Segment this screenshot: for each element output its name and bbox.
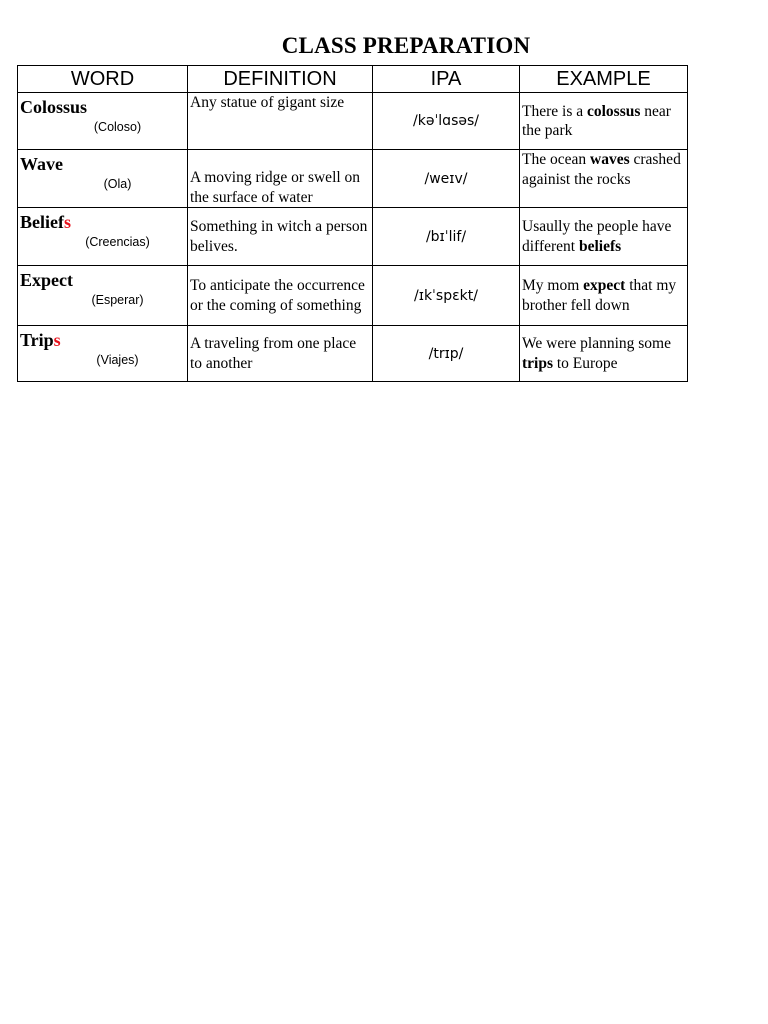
table-header-row: [18, 66, 688, 93]
word-translation: (Creencias): [85, 235, 150, 249]
ipa-cell: /kəˈlɑsəs/: [373, 93, 520, 150]
table-row: [18, 266, 688, 326]
ipa-cell: /bɪˈlif/: [373, 208, 520, 266]
word-translation: (Viajes): [96, 353, 139, 367]
table-row: [18, 93, 688, 150]
word-cell: [18, 93, 188, 150]
definition-cell: Something in witch a person belives.: [188, 208, 373, 266]
definition-cell: To anticipate the occurrence or the coming of something: [188, 266, 373, 326]
example-cell: My mom expect that my brother fell down: [520, 266, 688, 326]
table-row: [18, 208, 688, 266]
word-translation: (Ola): [103, 177, 132, 191]
header-ipa: IPA: [373, 66, 520, 93]
ipa-cell: /ɪkˈspɛkt/: [373, 266, 520, 326]
word-cell: [18, 150, 188, 208]
ipa-cell: /weɪv/: [373, 150, 520, 208]
header-definition: DEFINITION: [188, 66, 373, 93]
word-term: Beliefs: [20, 212, 71, 232]
word-translation: (Coloso): [93, 120, 142, 134]
example-cell: We were planning some trips to Europe: [520, 326, 688, 382]
example-cell: Usaully the people have different beliefs: [520, 208, 688, 266]
vocabulary-table: [17, 65, 688, 382]
example-cell: There is a colossus near the park: [520, 93, 688, 150]
word-cell: [18, 208, 188, 266]
header-word: WORD: [18, 66, 188, 93]
example-cell: The ocean waves crashed againist the rocks: [520, 150, 688, 208]
word-cell: [18, 326, 188, 382]
ipa-cell: /trɪp/: [373, 326, 520, 382]
word-term: Colossus: [20, 97, 88, 117]
word-cell: [18, 266, 188, 326]
table-row: [18, 150, 688, 208]
word-term: Trips: [20, 330, 61, 350]
word-translation: (Esperar): [91, 293, 144, 307]
word-term: Expect: [20, 270, 73, 290]
word-term: Wave: [20, 154, 63, 174]
header-example: EXAMPLE: [520, 66, 688, 93]
definition-cell: Any statue of gigant size: [188, 93, 373, 150]
definition-cell: A moving ridge or swell on the surface of water: [188, 150, 373, 208]
table-row: [18, 326, 688, 382]
page-title: CLASS PREPARATION: [281, 33, 531, 58]
definition-cell: A traveling from one place to another: [188, 326, 373, 382]
